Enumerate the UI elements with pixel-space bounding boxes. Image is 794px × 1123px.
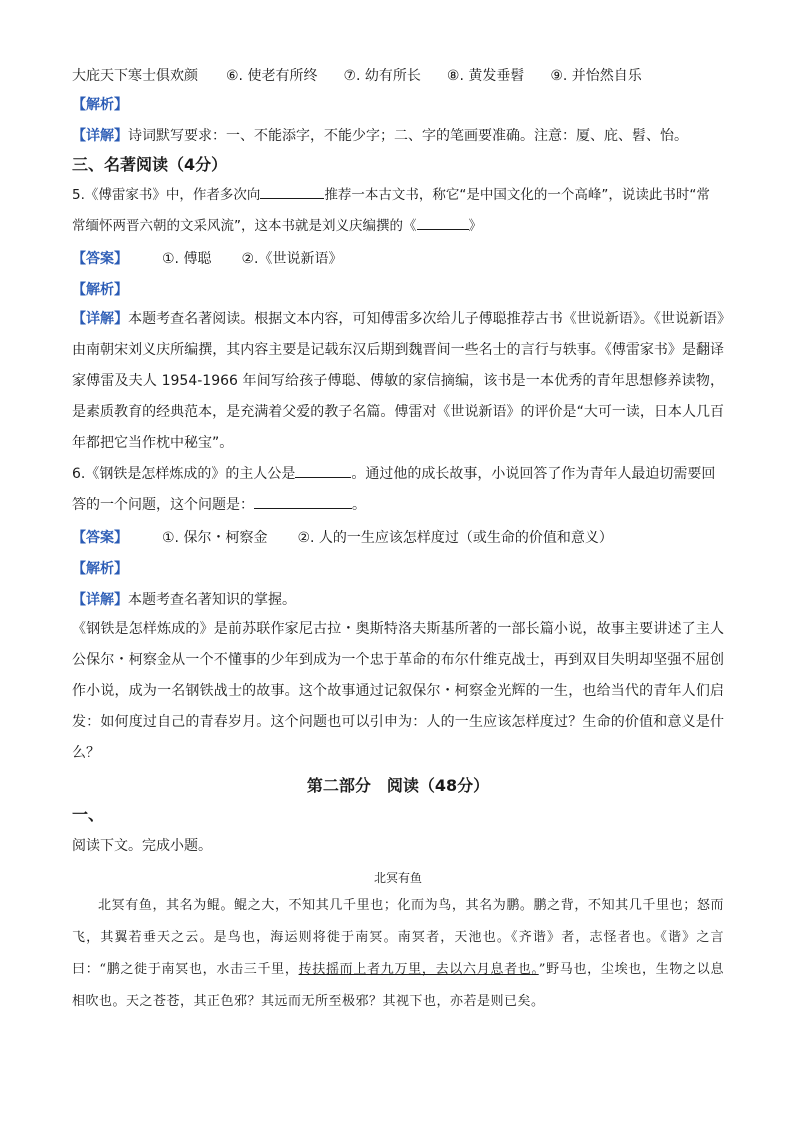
answer-item-7: ⑦. 幼有所长 <box>343 68 421 84</box>
q5-blank-1[interactable] <box>260 184 324 199</box>
analysis-label: 【解析】 <box>72 281 128 298</box>
q5-detail <box>72 304 724 459</box>
q4-detail-text: 诗词默写要求：一、不能添字，不能少字；二、字的笔画要准确。注意：厦、庇、髫、怡。 <box>128 127 688 144</box>
reading-instruction: 阅读下文。完成小题。 <box>72 837 212 854</box>
section3-title: 三、名著阅读（4分） <box>72 155 228 174</box>
q5-detail-text: 本题考查名著阅读。根据文本内容，可知傅雷多次给儿子傅聪推荐古书《世说新语》。《世说新语》由南朝宋刘义庆所编撰，其内容主要是记载东汉后期到魏晋间一些名士的言行与轶事。《傅雷家书》是翻译家傅雷及夫人 1954-1966 年间写给孩子傅聪、傅敏的家信摘编，该书是一本优秀的青年思想修养读物，是素质教育的经典范本，是充满着父爱的教子名篇。傅雷对《世说新语》的评价是“大可一读，日本人几百年都把它当作枕中秘宝”。 <box>72 311 725 451</box>
part2-subsection: 一、 <box>72 805 105 824</box>
q6-detail-intro: 本题考查名著知识的掌握。 <box>128 591 296 608</box>
q5-blank-2[interactable] <box>417 215 469 230</box>
answer-label: 【答案】 <box>72 529 128 546</box>
q6-detail: 《钢铁是怎样炼成的》是前苏联作家尼古拉・奥斯特洛夫斯基所著的一部长篇小说，故事主要讲述了主人公保尔・柯察金从一个不懂事的少年到成为一个忠于革命的布尔什维克战士，再到双目失明却坚强不屈创作小说，成为一名钢铁战士的故事。这个故事通过记叙保尔・柯察金光辉的一生，也给当代的青年人们启发：如何度过自己的青春岁月。这个问题也可以引申为：人的一生应该怎样度过？生命的价值和意义是什么？ <box>72 621 724 761</box>
q5-answer-row <box>72 242 724 273</box>
passage-title: 北冥有鱼 <box>373 871 422 885</box>
answer-label: 【答案】 <box>72 250 128 267</box>
q4-detail-row <box>72 119 724 150</box>
q6-stem: 6.《钢铁是怎样炼成的》的主人公是 。通过他的成长故事，小说回答了作为青年人最迫切需要回 答的一个问题，这个问题是： 。 <box>72 459 724 521</box>
q6-answer-1: ①. 保尔・柯察金 <box>162 529 268 546</box>
answer-item-9: ⑨. 并怡然自乐 <box>550 68 642 84</box>
q6-detail-intro-row <box>72 583 724 614</box>
q5-answer-2: ②.《世说新语》 <box>241 250 343 267</box>
passage-text-2: ”野马也，尘埃也，生物之以息相吹也。天之苍苍，其正色邪？其远而无所至极邪？其视下也，亦若是则已矣。 <box>72 962 724 1009</box>
detail-label: 【详解】 <box>72 127 128 144</box>
q5-stem: 5.《傅雷家书》中，作者多次向 推荐一本古文书，称它“是中国文化的一个高峰”，说读此书时“常 常缅怀两晋六朝的文采风流”，这本书就是刘义庆编撰的《 》 <box>72 180 724 242</box>
part2-title: 第二部分 阅读（48分） <box>306 776 490 795</box>
q5-analysis-row <box>72 273 724 304</box>
passage-body <box>72 890 724 1018</box>
previous-answer-line <box>72 62 724 88</box>
document-page <box>72 62 724 1018</box>
q6-answer-row <box>72 521 724 552</box>
question-5 <box>72 180 724 459</box>
passage-underlined-sentence: 抟扶摇而上者九万里，去以六月息者也。 <box>298 962 539 977</box>
detail-label: 【详解】 <box>72 311 129 327</box>
analysis-label: 【解析】 <box>72 560 128 577</box>
q6-blank-1[interactable] <box>295 463 351 478</box>
answer-item-8: ⑧. 黄发垂髫 <box>446 68 525 84</box>
detail-label: 【详解】 <box>72 591 128 608</box>
q6-analysis-row <box>72 552 724 583</box>
analysis-label: 【解析】 <box>72 96 128 113</box>
q6-blank-2[interactable] <box>254 494 352 509</box>
question-6 <box>72 459 724 769</box>
answer-item-6: ⑥. 使老有所终 <box>226 68 318 84</box>
reading-instruction-row <box>72 829 724 860</box>
q5-answer-1: ①. 傅聪 <box>162 250 212 267</box>
passage-text-1: 北冥有鱼，其名为鲲。鲲之大，不知其几千里也；化而为鸟，其名为鹏。鹏之背，不知其几千里也；怒而飞，其翼若垂天之云。是鸟也，海运则将徙于南冥。南冥者，天池也。《齐谐》者，志怪者也。《谐》之言曰：“鹏之徙于南冥也，水击三千里， <box>72 898 724 977</box>
q4-analysis-row <box>72 88 724 119</box>
answer-item-prefix: 大庇天下寒士俱欢颜 <box>72 68 198 84</box>
q6-answer-2: ②. 人的一生应该怎样度过（或生命的价值和意义） <box>297 529 613 546</box>
